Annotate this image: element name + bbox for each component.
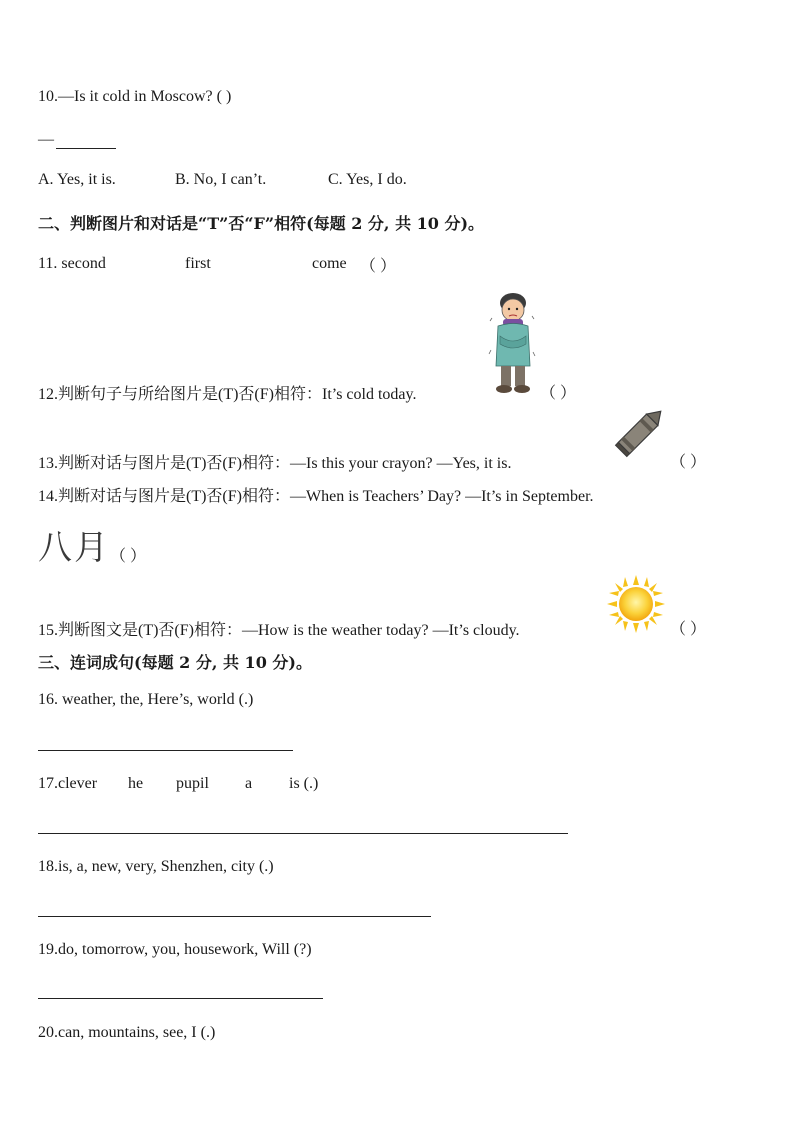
q10-answer-blank [56, 148, 116, 149]
q17-word-is: is (.) [289, 775, 319, 792]
q18-answer-line[interactable] [38, 916, 431, 917]
q10-option-a: A. Yes, it is. [38, 171, 116, 188]
q12-answer-paren: （ ） [540, 385, 577, 402]
q17-word-pupil: pupil [176, 775, 209, 792]
q13-text: 13.判断对话与图片是(T)否(F)相符：—Is this your crayon? —Yes, it is. [38, 455, 512, 472]
q15-text: 15.判断图文是(T)否(F)相符：—How is the weather today? —It’s cloudy. [38, 622, 520, 639]
q14-answer-paren: （ ） [110, 548, 147, 565]
q15-answer-paren: （ ） [670, 621, 707, 638]
q19-text: 19.do, tomorrow, you, housework, Will (?) [38, 941, 312, 958]
crayon-icon [608, 407, 664, 465]
q12-text: 12.判断句子与所给图片是(T)否(F)相符：It’s cold today. [38, 386, 417, 403]
q17-word-he: he [128, 775, 144, 792]
q10-answer-dash: — [38, 131, 54, 148]
cold-boy-icon [488, 290, 536, 396]
q17-answer-line[interactable] [38, 833, 568, 834]
q14-text: 14.判断对话与图片是(T)否(F)相符：—When is Teachers’ Day? —It’s in September. [38, 488, 594, 505]
q17-word-clever: 17.clever [38, 775, 98, 792]
q10-question: 10.—Is it cold in Moscow? ( ) [38, 88, 232, 105]
sun-icon [607, 575, 665, 633]
q18-text: 18.is, a, new, very, Shenzhen, city (.) [38, 858, 274, 875]
q14-image-august: 八月 [38, 528, 110, 568]
q11-word-second: 11. second [38, 255, 106, 272]
q20-text: 20.can, mountains, see, I (.) [38, 1024, 216, 1041]
q10-option-b: B. No, I can’t. [175, 171, 267, 188]
q11-word-first: first [185, 255, 211, 272]
section2-heading: 二、判断图片和对话是“T”否“F”相符(每题 2 分, 共 10 分)。 [38, 214, 485, 233]
q10-option-c: C. Yes, I do. [328, 171, 407, 188]
q17-word-a: a [245, 775, 253, 792]
q16-answer-line[interactable] [38, 750, 293, 751]
section3-heading: 三、连词成句(每题 2 分, 共 10 分)。 [38, 653, 312, 672]
q19-answer-line[interactable] [38, 998, 323, 999]
q13-answer-paren: （ ） [670, 454, 707, 471]
q11-word-come: come [312, 255, 347, 272]
q11-answer-paren: （ ） [360, 258, 397, 275]
q16-text: 16. weather, the, Here’s, world (.) [38, 691, 254, 708]
